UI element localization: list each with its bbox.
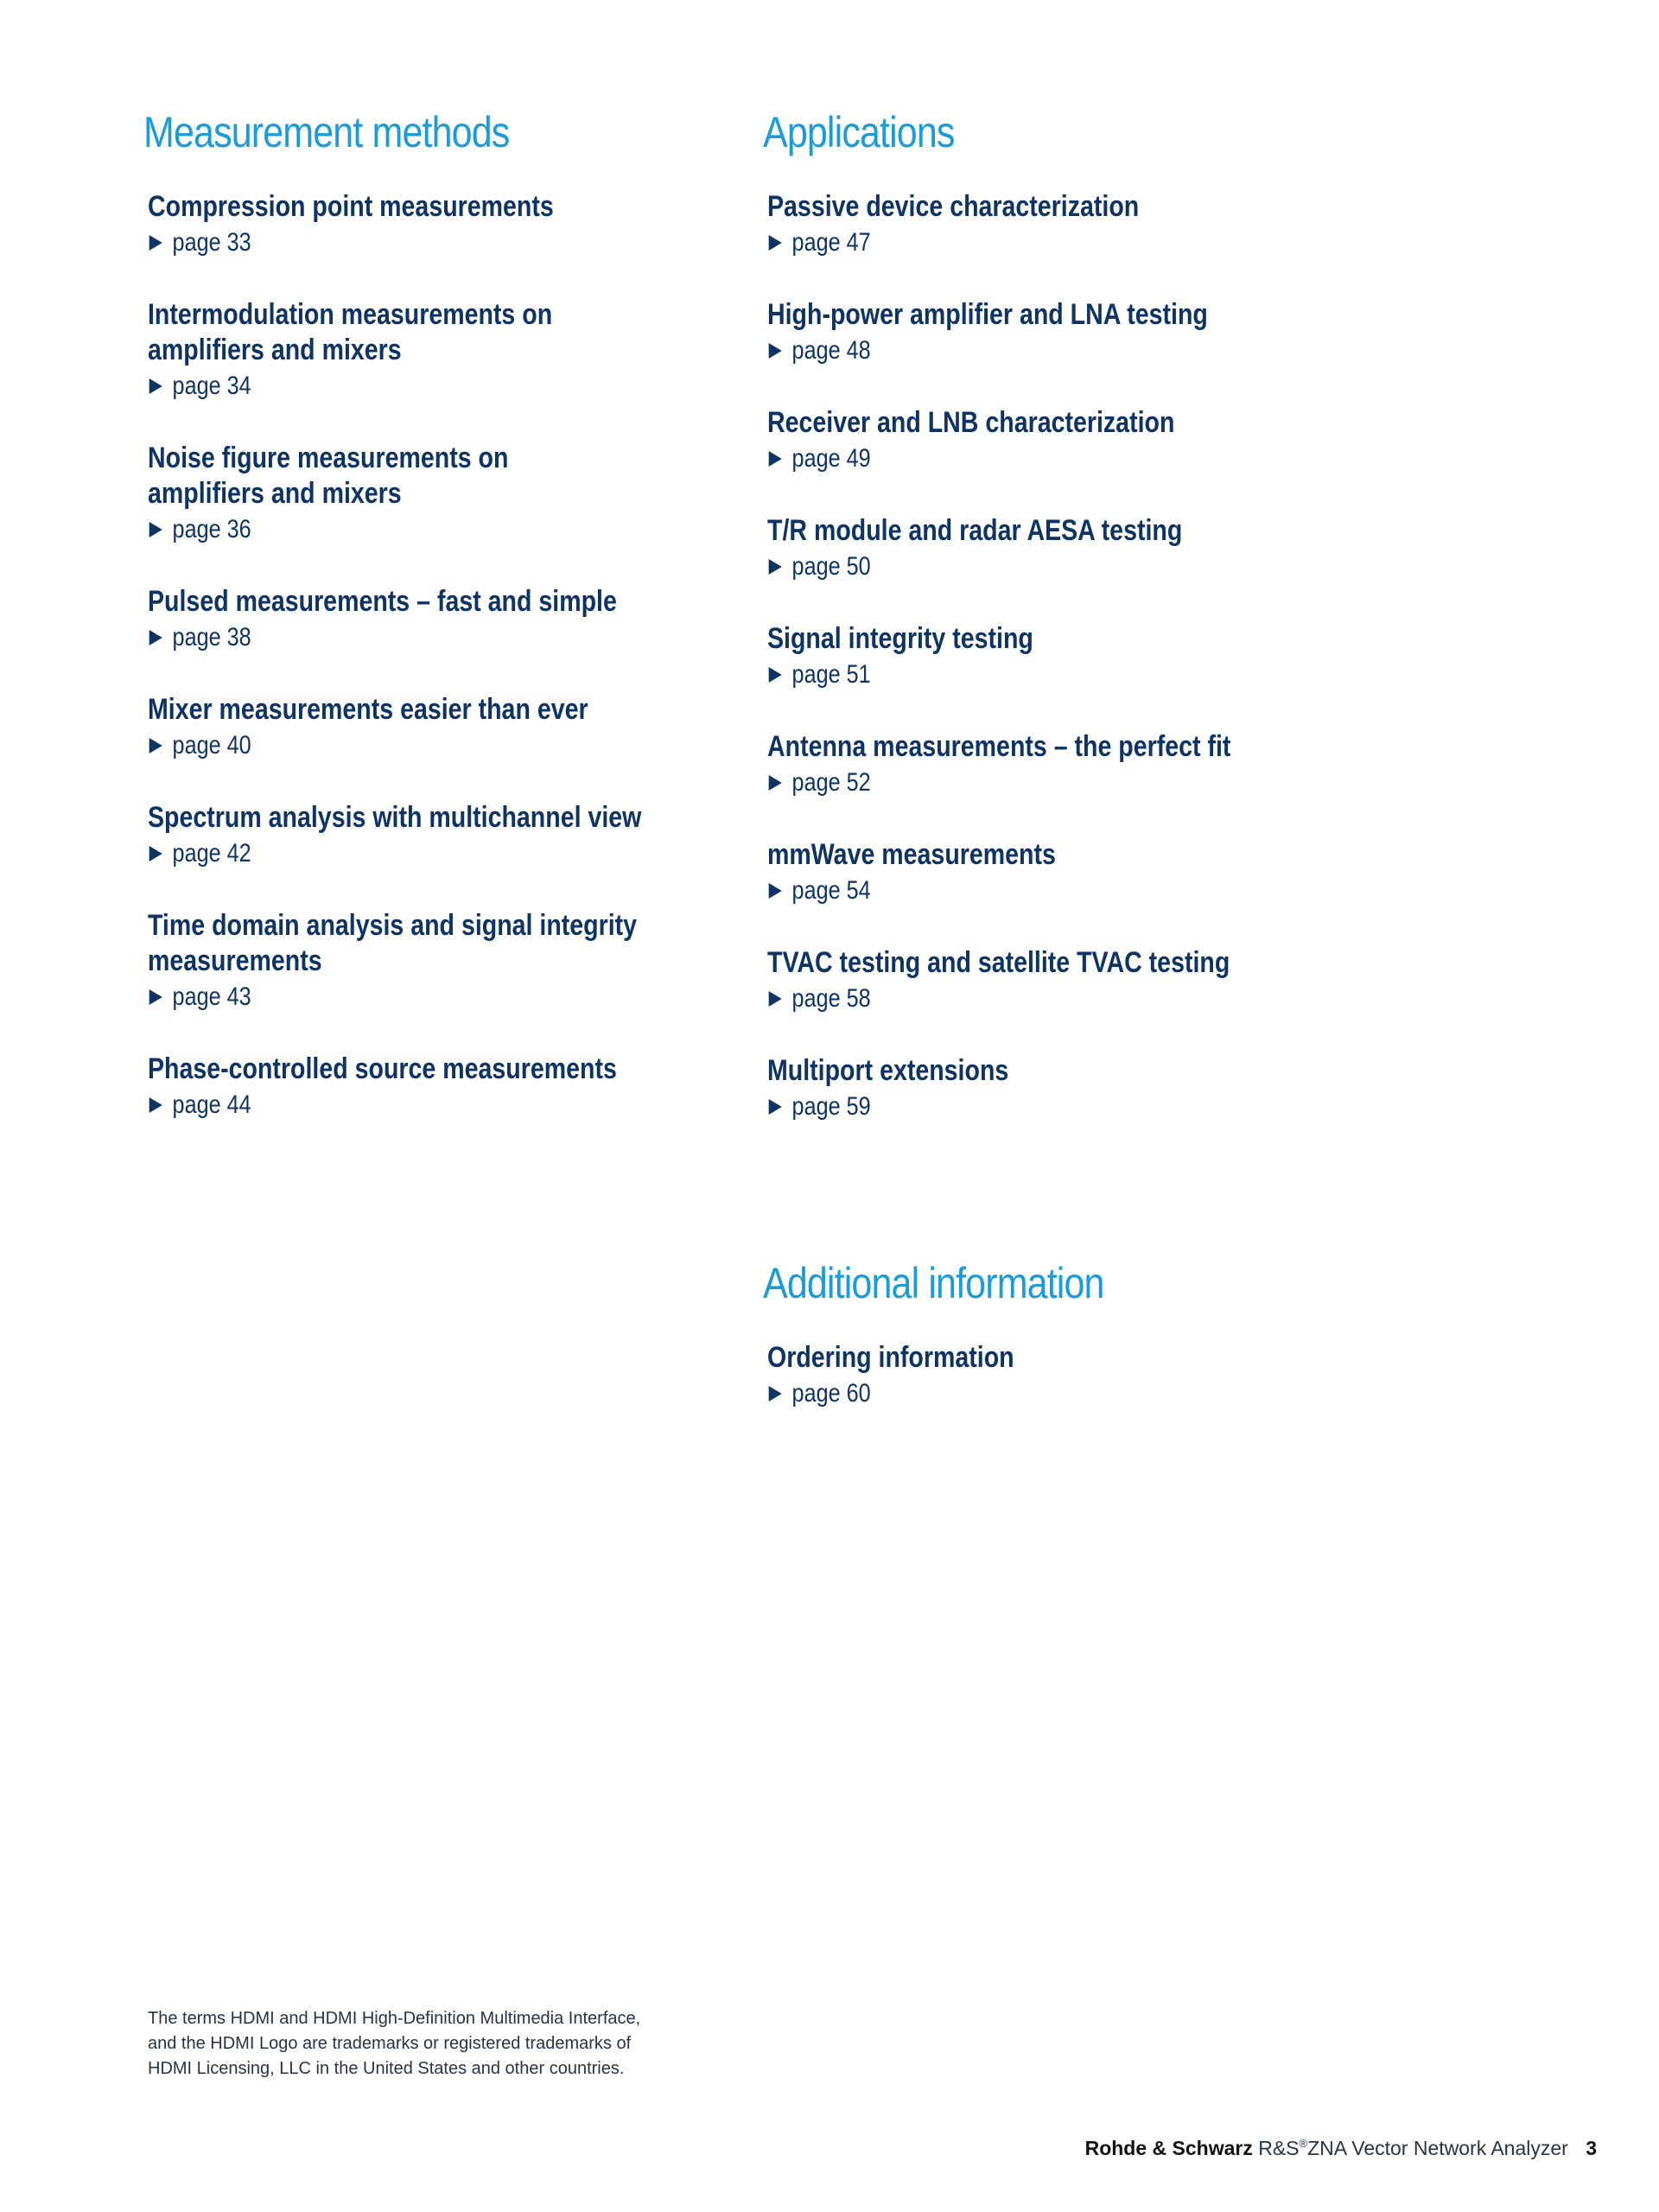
toc-entry-title: T/R module and radar AESA testing xyxy=(767,514,1183,547)
triangle-right-icon xyxy=(769,451,782,467)
toc-entry-title: Compression point measurements xyxy=(148,190,554,223)
toc-entry-page-link[interactable] xyxy=(767,981,1232,1017)
toc-entry-page-link[interactable] xyxy=(148,979,613,1015)
triangle-right-icon xyxy=(769,343,782,359)
toc-entry-title: Phase-controlled source measurements xyxy=(148,1052,617,1085)
toc-entry-time-domain[interactable] xyxy=(148,908,701,1052)
triangle-right-icon xyxy=(149,1097,162,1113)
toc-entry-page: page 50 xyxy=(791,552,871,581)
triangle-right-icon xyxy=(149,235,162,251)
toc-entry-page-link[interactable] xyxy=(148,1087,613,1123)
toc-entry-page-link[interactable] xyxy=(767,333,1232,369)
toc-entry-title: Mixer measurements easier than ever xyxy=(148,693,588,726)
toc-entry-antenna[interactable] xyxy=(767,729,1320,837)
toc-entry-page-link[interactable] xyxy=(148,512,613,548)
toc-entry-page-link[interactable] xyxy=(148,728,613,764)
triangle-right-icon xyxy=(769,559,782,575)
section-heading-measurement-methods: Measurement methods xyxy=(143,108,510,156)
toc-entry-tr-module[interactable] xyxy=(767,513,1320,621)
toc-entry-ordering-information[interactable] xyxy=(767,1340,1320,1448)
product-name: ZNA Vector Network Analyzer xyxy=(1307,2137,1568,2159)
toc-entry-receiver-lnb[interactable] xyxy=(767,405,1320,513)
toc-entry-title: High-power amplifier and LNA testing xyxy=(767,298,1208,331)
toc-entry-mmwave[interactable] xyxy=(767,837,1320,945)
triangle-right-icon xyxy=(149,846,162,861)
toc-entry-page: page 49 xyxy=(791,444,871,473)
section-heading-applications: Applications xyxy=(763,108,955,156)
toc-entry-title: Multiport extensions xyxy=(767,1054,1009,1087)
footnote-line: HDMI Licensing, LLC in the United States and other countries. xyxy=(148,2059,625,2078)
applications-list xyxy=(767,189,1320,1161)
triangle-right-icon xyxy=(769,775,782,791)
toc-entry-noise-figure[interactable] xyxy=(148,441,701,584)
page-number: 3 xyxy=(1586,2137,1597,2159)
toc-entry-page-link[interactable] xyxy=(767,1089,1232,1125)
toc-entry-title: Pulsed measurements – fast and simple xyxy=(148,585,617,618)
product-prefix: R&S xyxy=(1258,2137,1300,2159)
toc-entry-title: Time domain analysis and signal integrity measurements xyxy=(148,909,638,977)
triangle-right-icon xyxy=(769,991,782,1007)
toc-entry-title: Intermodulation measurements on amplifiers and mixers xyxy=(148,298,553,366)
toc-entry-mixer[interactable] xyxy=(148,692,701,800)
toc-entry-page: page 48 xyxy=(791,336,871,365)
registered-mark: ® xyxy=(1299,2137,1308,2150)
toc-entry-page-link[interactable] xyxy=(148,368,613,404)
toc-entry-compression-point[interactable] xyxy=(148,189,701,297)
triangle-right-icon xyxy=(149,738,162,753)
toc-entry-page: page 34 xyxy=(172,372,251,400)
toc-entry-page: page 43 xyxy=(172,982,251,1011)
triangle-right-icon xyxy=(149,378,162,394)
toc-entry-high-power-amplifier[interactable] xyxy=(767,297,1320,405)
brand-name: Rohde & Schwarz xyxy=(1084,2137,1253,2159)
toc-entry-multiport[interactable] xyxy=(767,1053,1320,1161)
toc-entry-page: page 51 xyxy=(791,660,871,689)
toc-entry-pulsed[interactable] xyxy=(148,584,701,692)
triangle-right-icon xyxy=(769,1386,782,1402)
toc-entry-page-link[interactable] xyxy=(148,225,613,261)
toc-entry-page: page 38 xyxy=(172,623,251,652)
measurement-methods-list xyxy=(148,189,701,1160)
toc-entry-title: mmWave measurements xyxy=(767,838,1056,871)
toc-entry-page-link[interactable] xyxy=(767,1376,1232,1412)
toc-entry-tvac[interactable] xyxy=(767,945,1320,1053)
toc-entry-page-link[interactable] xyxy=(767,441,1232,477)
triangle-right-icon xyxy=(149,522,162,537)
toc-entry-page: page 40 xyxy=(172,731,251,760)
toc-entry-page-link[interactable] xyxy=(767,549,1232,585)
toc-entry-phase-controlled[interactable] xyxy=(148,1052,701,1160)
toc-entry-title: Signal integrity testing xyxy=(767,622,1033,655)
triangle-right-icon xyxy=(769,667,782,683)
footnote-line: The terms HDMI and HDMI High-Definition Multimedia Interface, xyxy=(148,2009,641,2028)
toc-entry-title: Ordering information xyxy=(767,1341,1014,1374)
toc-entry-page-link[interactable] xyxy=(148,620,613,656)
toc-entry-title: Spectrum analysis with multichannel view xyxy=(148,801,642,834)
toc-entry-page: page 33 xyxy=(172,228,251,257)
triangle-right-icon xyxy=(149,630,162,645)
toc-entry-intermodulation[interactable] xyxy=(148,297,701,441)
toc-entry-page-link[interactable] xyxy=(767,657,1232,693)
toc-entry-page-link[interactable] xyxy=(767,225,1232,261)
toc-entry-page: page 42 xyxy=(172,839,251,868)
toc-entry-title: Receiver and LNB characterization xyxy=(767,406,1175,439)
section-heading-additional-information: Additional information xyxy=(763,1259,1104,1307)
toc-entry-page-link[interactable] xyxy=(148,836,613,872)
toc-entry-page: page 47 xyxy=(791,228,871,257)
toc-entry-passive-device[interactable] xyxy=(767,189,1320,297)
toc-entry-page: page 36 xyxy=(172,515,251,543)
toc-entry-title: Passive device characterization xyxy=(767,190,1140,223)
footnote-line: and the HDMI Logo are trademarks or registered trademarks of xyxy=(148,2034,632,2053)
toc-entry-page: page 58 xyxy=(791,984,871,1013)
toc-entry-signal-integrity[interactable] xyxy=(767,621,1320,729)
toc-entry-page: page 52 xyxy=(791,768,871,797)
triangle-right-icon xyxy=(769,235,782,251)
toc-entry-page: page 59 xyxy=(791,1092,871,1121)
page-footer xyxy=(1085,2131,1597,2161)
toc-entry-title: Noise figure measurements on amplifiers and mixers xyxy=(148,442,509,510)
toc-entry-title: Antenna measurements – the perfect fit xyxy=(767,730,1231,763)
triangle-right-icon xyxy=(149,989,162,1005)
toc-entry-page: page 44 xyxy=(172,1090,251,1119)
toc-entry-title: TVAC testing and satellite TVAC testing xyxy=(767,946,1230,979)
triangle-right-icon xyxy=(769,1099,782,1115)
triangle-right-icon xyxy=(769,883,782,899)
toc-entry-page-link[interactable] xyxy=(767,765,1232,801)
additional-information-list xyxy=(767,1340,1320,1448)
toc-entry-page-link[interactable] xyxy=(767,873,1232,909)
toc-entry-page: page 60 xyxy=(791,1379,871,1408)
toc-entry-page: page 54 xyxy=(791,876,871,905)
trademark-footnote xyxy=(148,2006,753,2082)
toc-entry-spectrum[interactable] xyxy=(148,800,701,908)
